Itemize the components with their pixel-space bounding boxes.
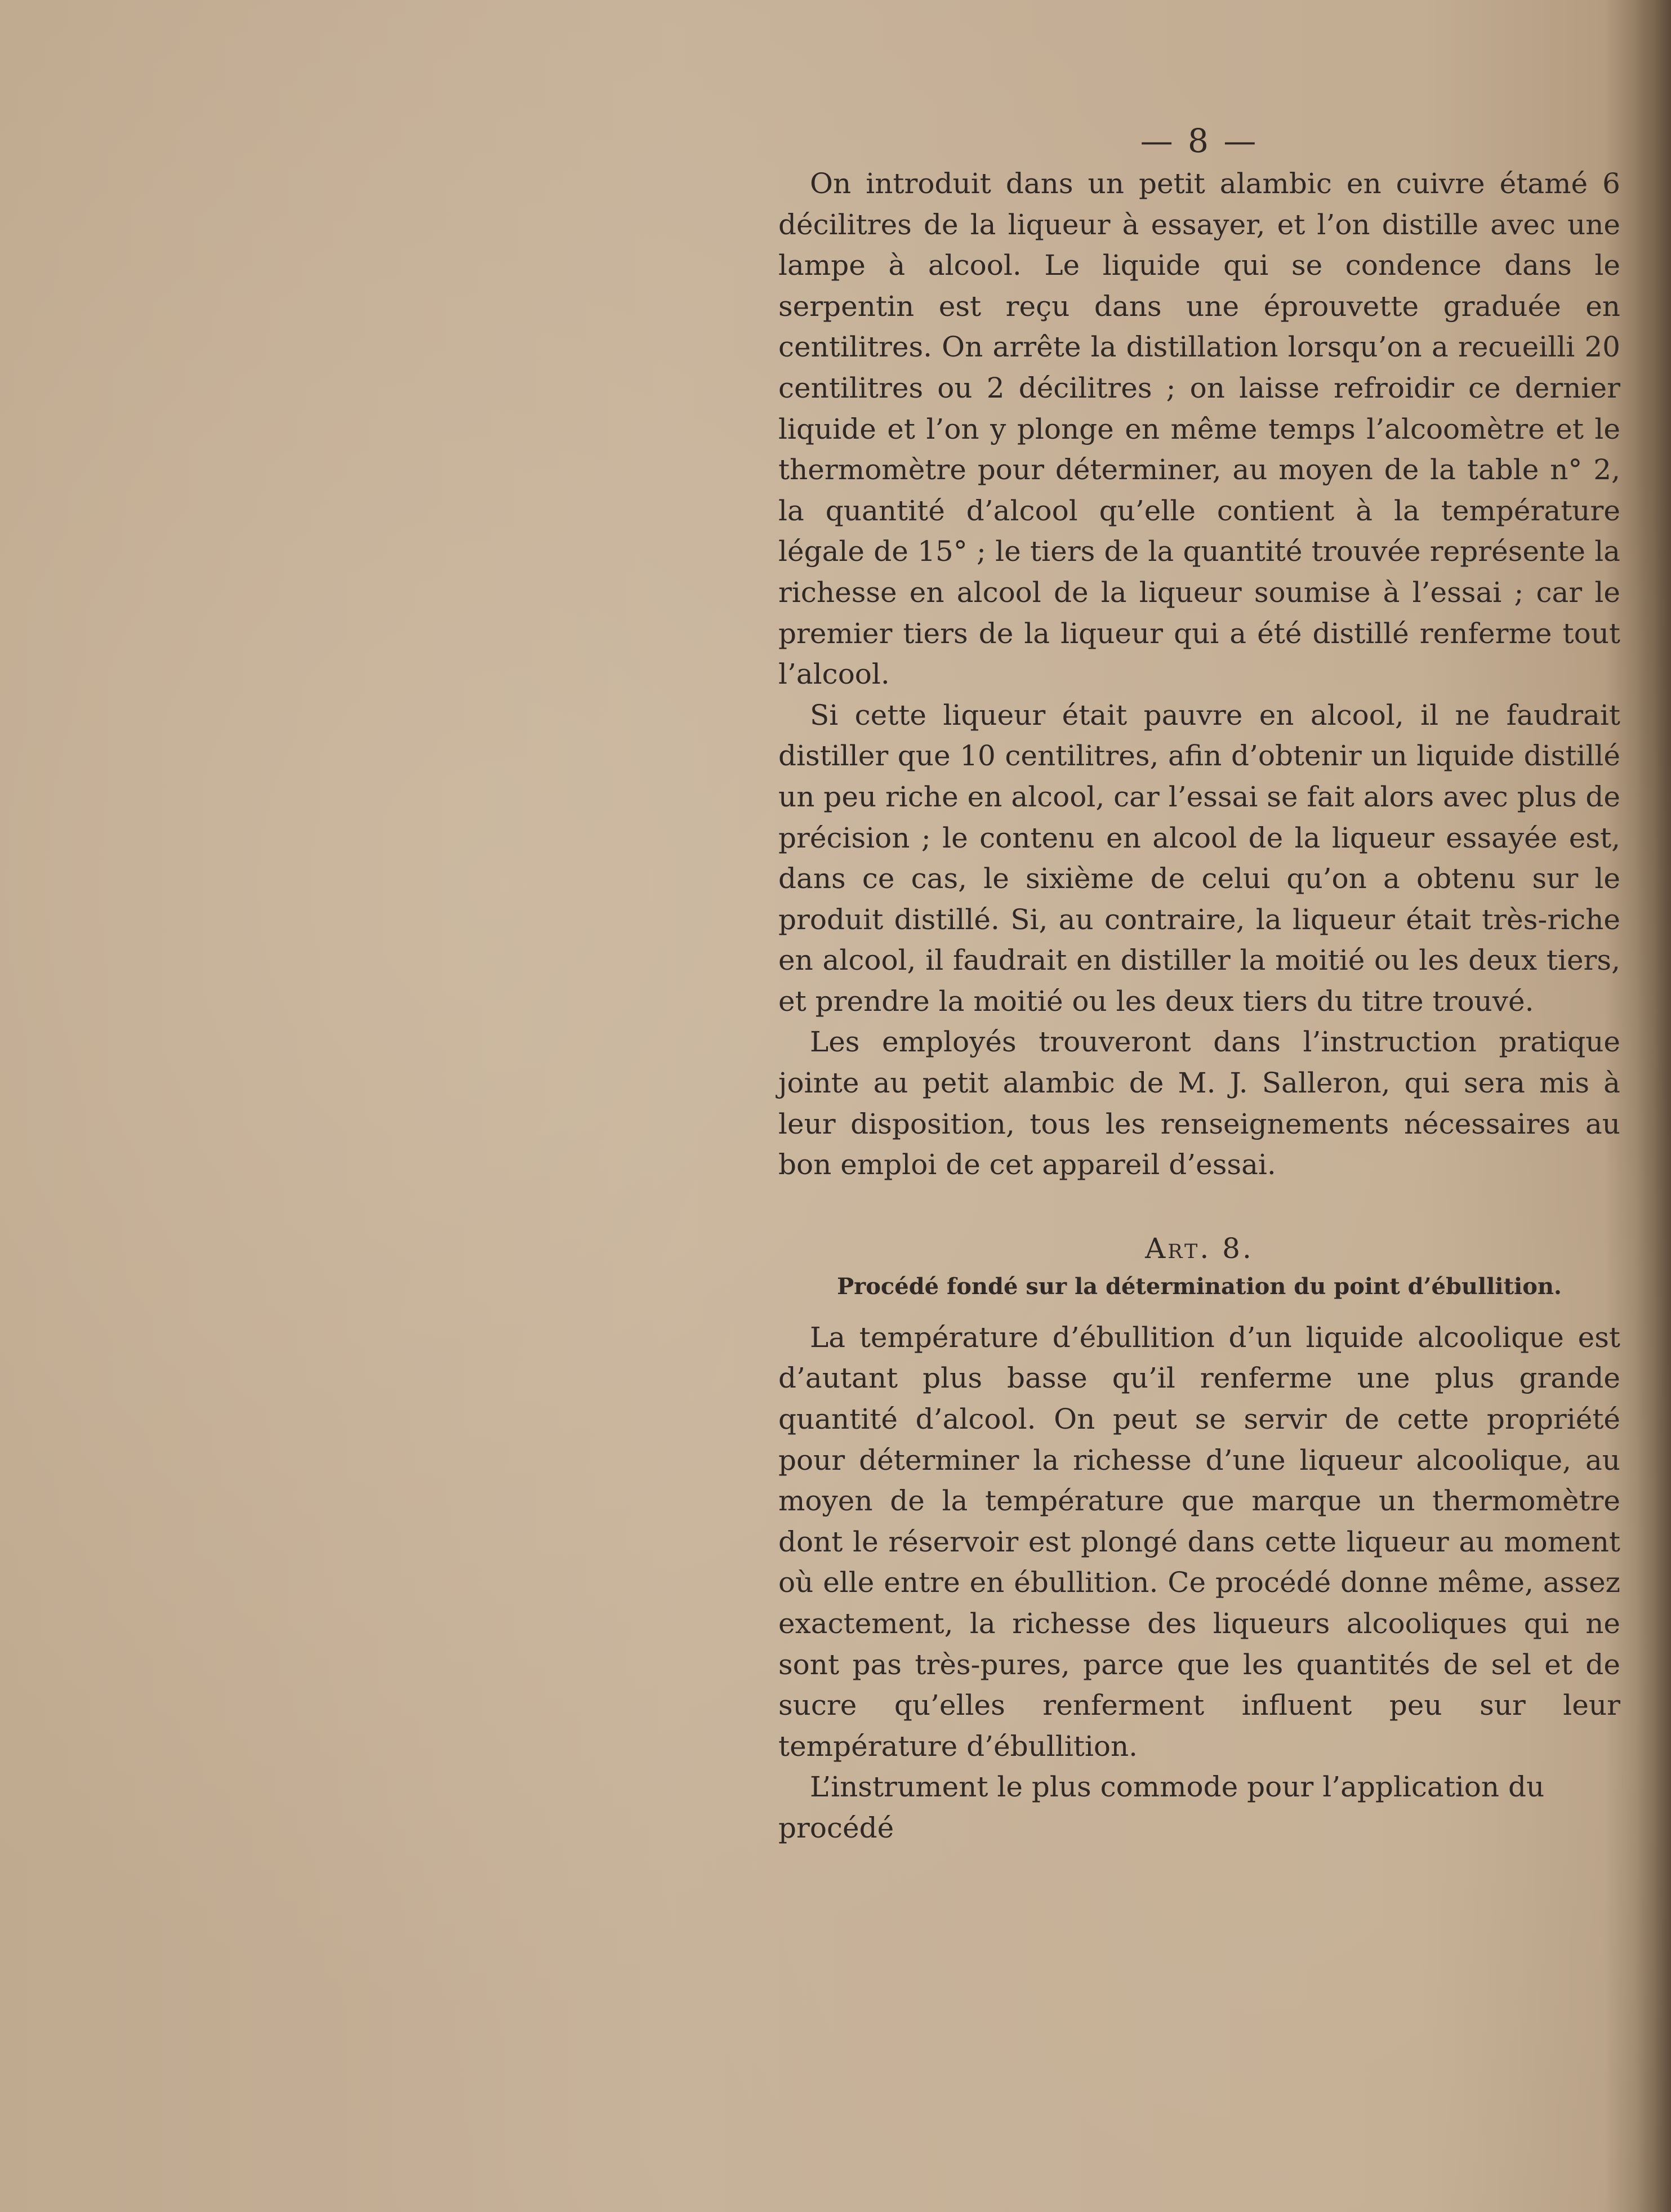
section-subtitle: Procédé fondé sur la détermination du point d’ébullition. — [837, 1273, 1562, 1300]
page-edge-shadow — [1637, 0, 1671, 2212]
page-number: — 8 — — [1140, 122, 1259, 160]
paragraph-salleron-instruction: Les employés trouveront dans l’instruction pratique jointe au petit alambic de M. J. Salleron, qui sera mis à leur disposition, tous les renseignements nécessaires au bon emploi de cet appareil d’essai. — [778, 1025, 1620, 1181]
paragraph-boiling-point: La température d’ébullition d’un liquide alcoolique est d’autant plus basse qu’il renferme une plus grande quantité d’alcool. On peut se servir de cette propriété pour déterminer la richesse d’une liqueur alcoolique, au moyen de la température que marque un thermomètre dont le réservoir est plongé dans cette liqueur au moment où elle entre en ébullition. Ce procédé donne même, assez exactement, la richesse des liqueurs alcooliques qui ne sont pas très-pures, parce que les quantités de sel et de sucre qu’elles renferment influent peu sur leur température d’ébullition. — [778, 1321, 1620, 1763]
paragraph-instrument: L’instrument le plus commode pour l’application du procédé — [778, 1771, 1545, 1844]
text-column — [778, 118, 1620, 1849]
section-heading: Art. 8. — [1145, 1232, 1254, 1265]
paragraph-distillation: On introduit dans un petit alambic en cuivre étamé 6 décilitres de la liqueur à essayer, et l’on distille avec une lampe à alcool. Le liquide qui se condence dans le serpentin est reçu dans une éprouvette graduée en centilitres. On arrête la distillation lorsqu’on a recueilli 20 centilitres ou 2 décilitres ; on laisse refroidir ce dernier liquide et l’on y plonge en même temps l’alcoomètre et le thermomètre pour déterminer, au moyen de la table n° 2, la quantité d’alcool qu’elle contient à la température légale de 15° ; le tiers de la quantité trouvée représente la richesse en alcool de la liqueur soumise à l’essai ; car le premier tiers de la liqueur qui a été distillé renferme tout l’alcool. — [778, 167, 1620, 691]
paragraph-poor-liquor: Si cette liqueur était pauvre en alcool, il ne faudrait distiller que 10 centilitres, afin d’obtenir un liquide distillé un peu riche en alcool, car l’essai se fait alors avec plus de précision ; le contenu en alcool de la liqueur essayée est, dans ce cas, le sixième de celui qu’on a obtenu sur le produit distillé. Si, au contraire, la liqueur était très-riche en alcool, il faudrait en distiller la moitié ou les deux tiers, et prendre la moitié ou les deux tiers du titre trouvé. — [778, 698, 1620, 1018]
